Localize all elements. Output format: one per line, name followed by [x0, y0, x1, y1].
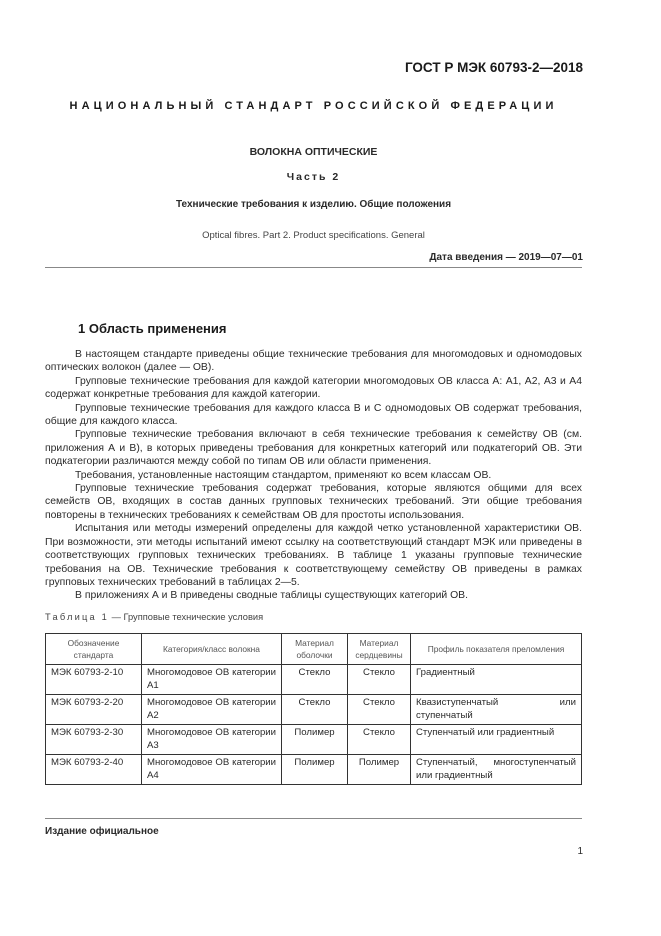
paragraph: Испытания или методы измерений определены для каждой четко установленной характеристики ОВ. При возможности, эти методы испытаний имеют ссылку на соответствующий стандарт МЭК или приведены в соответствующих групповых технических требованиях. В таблице 1 указаны групповые технические требования на ОВ. Технические требования к соответствующему семейству ОВ приведены в рамках групповых технических требований в таблицах 2—5. — [45, 523, 582, 588]
table-row — [46, 725, 582, 755]
divider — [45, 818, 582, 819]
table-row — [46, 755, 582, 785]
table-cell: Многомодовое ОВ категории А2 — [142, 695, 282, 725]
paragraph: Требования, установленные настоящим стандартом, применяют ко всем классам ОВ. — [75, 469, 492, 481]
header-cell: Материал оболочки — [282, 634, 348, 665]
table-cell: Стекло — [348, 665, 411, 695]
table-cell: МЭК 60793-2-40 — [46, 755, 142, 785]
table-row — [46, 695, 582, 725]
header-cell: Обозначение стандарта — [46, 634, 142, 665]
table-cell: Стекло — [282, 665, 348, 695]
table-cell: МЭК 60793-2-10 — [46, 665, 142, 695]
effective-date: Дата введения — 2019—07—01 — [429, 252, 583, 263]
table-cell: Градиентный — [411, 665, 582, 695]
table-cell: Полимер — [282, 725, 348, 755]
paragraph: В приложениях А и В приведены сводные таблицы существующих категорий ОВ. — [75, 590, 468, 602]
header-cell: Материал сердцевины — [348, 634, 411, 665]
page-number: 1 — [577, 846, 583, 857]
divider — [45, 267, 582, 268]
table-cell: Стекло — [348, 725, 411, 755]
table-row — [46, 665, 582, 695]
table-cell: Многомодовое ОВ категории А4 — [142, 755, 282, 785]
table-header-row — [46, 634, 582, 665]
standards-table — [45, 633, 582, 785]
header-cell: Профиль показателя преломления — [411, 634, 582, 665]
national-standard-heading: НАЦИОНАЛЬНЫЙ СТАНДАРТ РОССИЙСКОЙ ФЕДЕРАЦИИ — [69, 100, 558, 112]
table-cell: Ступенчатый, многоступенчатый или градиентный — [411, 755, 582, 785]
paragraph: Групповые технические требования включают в себя технические требования к семейству ОВ (см. приложения А и В), в которых приведены требования для конкретных категорий или подкатегорий ОВ. Эти подкатегории различаются между собой по типам ОВ или области применения. — [45, 429, 582, 468]
table-cell: Многомодовое ОВ категории А1 — [142, 665, 282, 695]
paragraph: Групповые технические требования для каждой категории многомодовых ОВ класса А: А1, А2, А3 и А4 содержат конкретные требования для каждой категории. — [45, 375, 582, 401]
paragraph: В настоящем стандарте приведены общие технические требования для многомодовых и одномодовых оптических волокон (далее — ОВ). — [45, 349, 582, 374]
table-cell: МЭК 60793-2-20 — [46, 695, 142, 725]
table-caption-text: — Групповые технические условия — [109, 612, 264, 622]
table-cell: МЭК 60793-2-30 — [46, 725, 142, 755]
official-edition-label: Издание официальное — [45, 826, 159, 837]
english-title: Optical fibres. Part 2. Product specifications. General — [202, 230, 425, 241]
document-subtitle: Технические требования к изделию. Общие положения — [175, 199, 452, 210]
table-cell: Стекло — [282, 695, 348, 725]
table-cell: Ступенчатый или градиентный — [411, 725, 582, 755]
section-body — [45, 348, 582, 603]
table-cell: Полимер — [282, 755, 348, 785]
table-cell: Стекло — [348, 695, 411, 725]
paragraph: Групповые технические требования для каждого класса В и С одномодовых ОВ содержат требования, общие для каждого класса. — [45, 402, 582, 428]
document-title: ВОЛОКНА ОПТИЧЕСКИЕ — [249, 146, 378, 158]
table-cell: Полимер — [348, 755, 411, 785]
table-caption-label: Таблица 1 — [45, 612, 110, 622]
table-cell: Квазиступенчатый или ступенчатый — [411, 695, 582, 725]
header-cell: Категория/класс волокна — [142, 634, 282, 665]
table-cell: Многомодовое ОВ категории А3 — [142, 725, 282, 755]
standard-number: ГОСТ Р МЭК 60793-2—2018 — [404, 60, 583, 75]
table-caption — [45, 612, 263, 622]
paragraph: Групповые технические требования содержат требования, которые являются общими для всех семейств ОВ, входящих в состав данных групповых технических требований. Эти общие требования повторены в технических требованиях к семействам ОВ для простоты использования. — [45, 483, 582, 521]
part-label: Часть 2 — [286, 171, 341, 183]
section-heading: 1 Область применения — [78, 321, 227, 336]
